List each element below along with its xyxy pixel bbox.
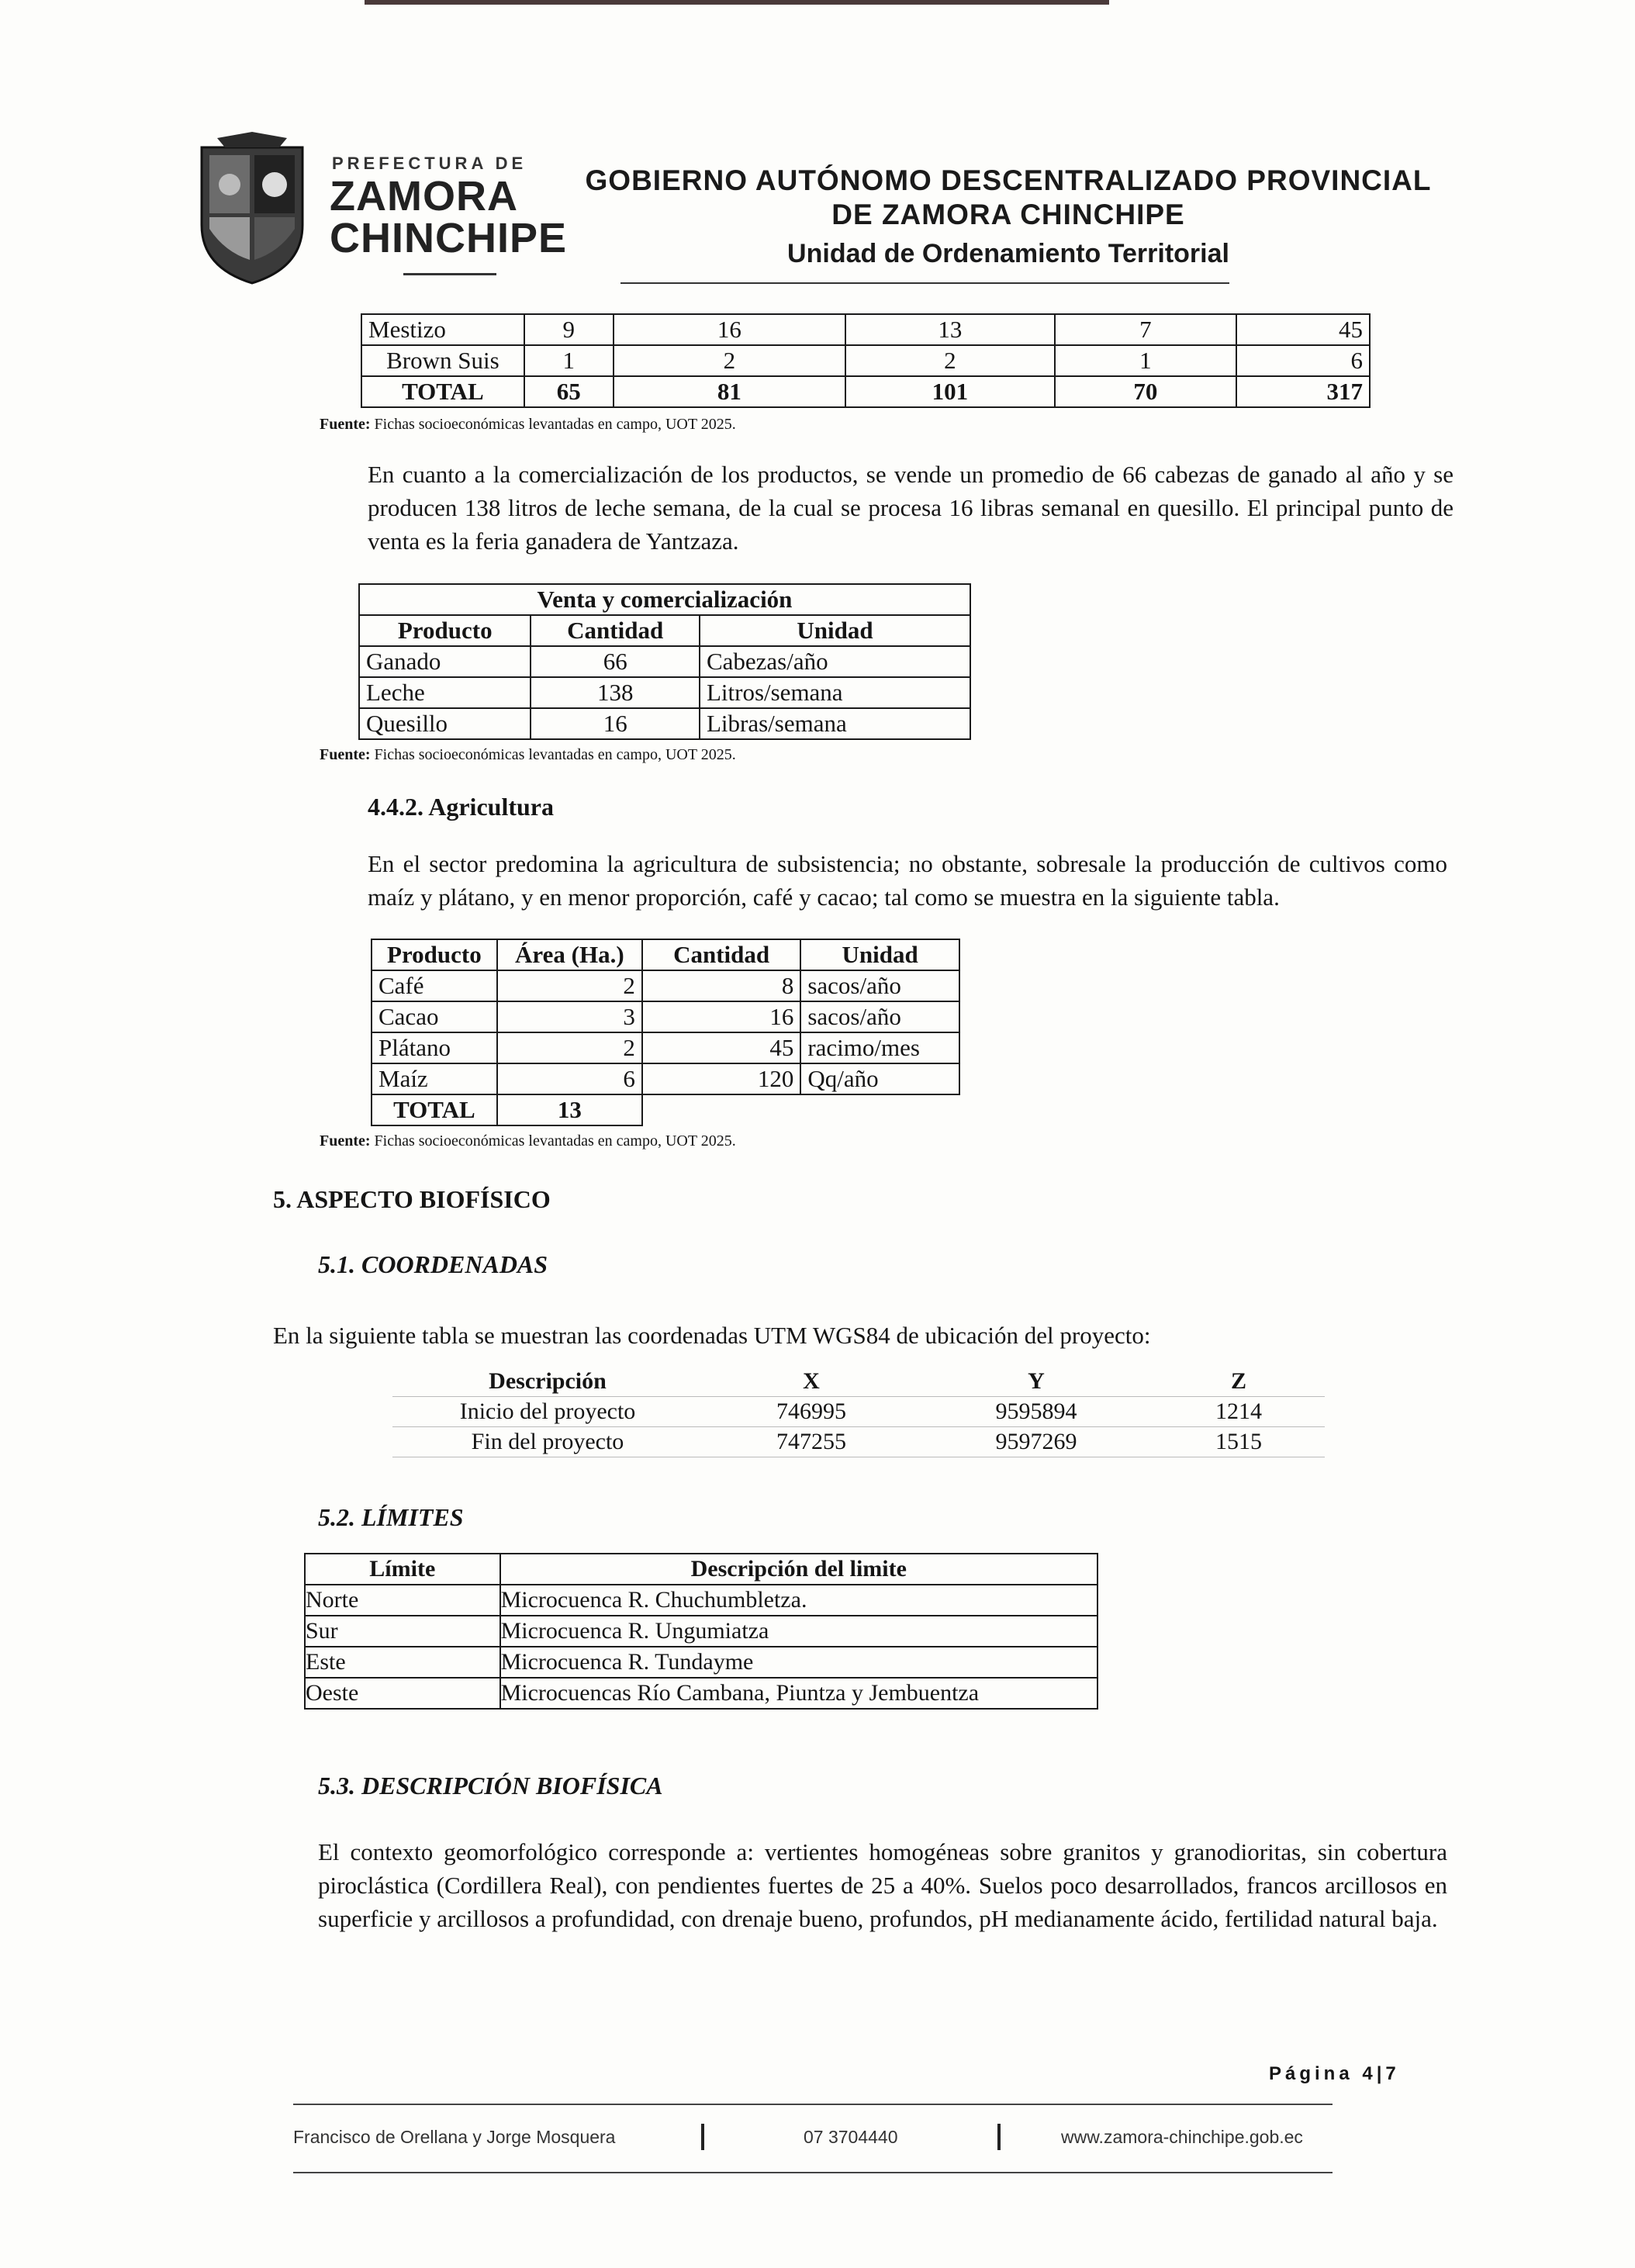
table-row: [392, 1427, 1325, 1457]
table-cell: TOTAL: [361, 376, 524, 407]
table-cell: Sur: [305, 1616, 500, 1647]
column-header: X: [803, 1368, 820, 1394]
table-row: [305, 1647, 1097, 1678]
table-cell: 16: [642, 1001, 800, 1032]
limits-table: [304, 1553, 1098, 1710]
table-cell: Café: [372, 970, 497, 1001]
paragraph-commerce: En cuanto a la comercialización de los productos, se vende un promedio de 66 cabezas de ganado al año y se producen 138 litros de leche semana, de la cual se procesa 16 libras semanal en quesillo. El principal punto de venta es la feria ganadera de Yantzaza.: [368, 461, 1454, 555]
table-cell: Ganado: [359, 646, 531, 677]
table-cell: Cabezas/año: [700, 646, 970, 677]
footer-website[interactable]: www.zamora-chinchipe.gob.ec: [1061, 2127, 1303, 2147]
table-cell: 16: [531, 708, 700, 739]
table-cell: 9595894: [995, 1398, 1077, 1424]
table-cell: 747255: [776, 1429, 846, 1454]
header-rule: [620, 282, 1229, 284]
footer-separator: [701, 2124, 704, 2150]
section-heading-agricultura: 4.4.2. Agricultura: [368, 793, 554, 821]
table-row: [372, 1001, 959, 1032]
column-header: Unidad: [700, 615, 970, 646]
table-cell: Leche: [359, 677, 531, 708]
column-header: Producto: [359, 615, 531, 646]
table-cell: 6: [1236, 345, 1370, 376]
gad-title-line2: DE ZAMORA CHINCHIPE: [831, 199, 1185, 230]
table-cell: Norte: [305, 1585, 500, 1616]
prefectura-label: PREFECTURA DE: [332, 154, 527, 173]
source-note: Fuente: Fichas socioeconómicas levantadas en campo, UOT 2025.: [320, 1132, 736, 1150]
section-heading-5-1: 5.1. COORDENADAS: [318, 1250, 548, 1278]
table-cell: 1214: [1215, 1398, 1262, 1424]
table-cell: 1: [524, 345, 614, 376]
table-cell: 13: [497, 1094, 642, 1125]
table-cell: Maíz: [372, 1063, 497, 1094]
table-cell: Quesillo: [359, 708, 531, 739]
unit-title: Unidad de Ordenamiento Territorial: [787, 239, 1229, 268]
table-cell: 66: [531, 646, 700, 677]
section-heading-5: 5. ASPECTO BIOFÍSICO: [273, 1185, 551, 1213]
table-row: [305, 1585, 1097, 1616]
table-cell: Microcuenca R. Ungumiatza: [500, 1616, 1097, 1647]
table-cell: Microcuenca R. Tundayme: [500, 1647, 1097, 1678]
table-cell: 45: [642, 1032, 800, 1063]
empty-cell: [800, 1094, 959, 1125]
table-row: [372, 1032, 959, 1063]
table-cell: sacos/año: [800, 970, 959, 1001]
table-cell: sacos/año: [800, 1001, 959, 1032]
table-row: [372, 1063, 959, 1094]
column-header: Cantidad: [642, 939, 800, 970]
table-cell: 1515: [1215, 1429, 1262, 1454]
table-row: [372, 970, 959, 1001]
table-row: [359, 646, 970, 677]
table-row-total: [361, 376, 1370, 407]
table-cell: 2: [845, 345, 1055, 376]
table-cell: 138: [531, 677, 700, 708]
table-row: [392, 1397, 1325, 1427]
paragraph-coordinates: En la siguiente tabla se muestran las coordenadas UTM WGS84 de ubicación del proyecto:: [273, 1322, 1151, 1349]
footer-rule-bottom: [293, 2172, 1333, 2173]
table-row: [305, 1616, 1097, 1647]
table-row-total: [372, 1094, 959, 1125]
footer-rule-top: [293, 2104, 1333, 2105]
table-row: [359, 708, 970, 739]
table-cell: 65: [524, 376, 614, 407]
footer-separator: [997, 2124, 1001, 2150]
table-cell: 70: [1055, 376, 1237, 407]
table-cell: 2: [614, 345, 845, 376]
table-cell: Cacao: [372, 1001, 497, 1032]
table-cell: Mestizo: [361, 314, 524, 345]
column-header: Área (Ha.): [497, 939, 642, 970]
table-cell: 6: [497, 1063, 642, 1094]
table-cell: 8: [642, 970, 800, 1001]
sales-table: [358, 583, 971, 740]
table-cell: 9: [524, 314, 614, 345]
table-cell: 2: [497, 1032, 642, 1063]
table-cell: 101: [845, 376, 1055, 407]
gad-title-line1: GOBIERNO AUTÓNOMO DESCENTRALIZADO PROVINCIAL: [585, 164, 1432, 196]
brand-underline: [403, 273, 496, 275]
page-number: Página 4|7: [1269, 2063, 1400, 2084]
table-cell: 7: [1055, 314, 1237, 345]
table-cell: Litros/semana: [700, 677, 970, 708]
source-note: Fuente: Fichas socioeconómicas levantadas en campo, UOT 2025.: [320, 746, 736, 763]
table-cell: 746995: [776, 1398, 846, 1424]
table-cell: Oeste: [305, 1678, 500, 1709]
column-header: Z: [1230, 1368, 1246, 1394]
table-cell: Inicio del proyecto: [459, 1398, 636, 1424]
table-row: [361, 345, 1370, 376]
table-row: [361, 314, 1370, 345]
column-header: Límite: [305, 1554, 500, 1585]
table-cell: 120: [642, 1063, 800, 1094]
table-cell: TOTAL: [372, 1094, 497, 1125]
table-cell: Brown Suis: [361, 345, 524, 376]
provincial-shield-logo: [194, 132, 310, 287]
brand-zamora: ZAMORA: [330, 173, 518, 220]
column-header: Cantidad: [531, 615, 700, 646]
column-header: Descripción: [489, 1368, 607, 1394]
paragraph-agricultura: En el sector predomina la agricultura de subsistencia; no obstante, sobresale la producción de cultivos como maíz y plátano, y en menor proporción, café y cacao; tal como se muestra en la siguiente tabla.: [368, 850, 1447, 911]
paragraph-biophysical: El contexto geomorfológico corresponde a: vertientes homogéneas sobre granitos y granodioritas, sin cobertura piroclástica (Cordillera Real), con pendientes fuertes de 25 a 40%. Suelos poco desarrollados, francos arcillosos en superficie y arcillosos a profundidad, con drenaje bueno, profundos, pH medianamente ácido, fertilidad natural baja.: [318, 1838, 1447, 1932]
table-cell: Este: [305, 1647, 500, 1678]
cattle-table: [361, 313, 1371, 408]
source-note: Fuente: Fichas socioeconómicas levantadas en campo, UOT 2025.: [320, 416, 736, 433]
agriculture-table: [371, 939, 960, 1126]
table-cell: Microcuenca R. Chuchumbletza.: [500, 1585, 1097, 1616]
table-cell: 1: [1055, 345, 1237, 376]
table-cell: Plátano: [372, 1032, 497, 1063]
table-row: [305, 1678, 1097, 1709]
section-heading-5-3: 5.3. DESCRIPCIÓN BIOFÍSICA: [318, 1772, 663, 1800]
table-cell: 81: [614, 376, 845, 407]
sales-table-title: Venta y comercialización: [359, 584, 970, 615]
column-header: Unidad: [800, 939, 959, 970]
table-cell: 3: [497, 1001, 642, 1032]
column-header: Descripción del limite: [500, 1554, 1097, 1585]
column-header: Producto: [372, 939, 497, 970]
table-cell: Microcuencas Río Cambana, Piuntza y Jembuentza: [500, 1678, 1097, 1709]
section-heading-5-2: 5.2. LÍMITES: [318, 1503, 464, 1531]
coordinates-table: [392, 1367, 1325, 1457]
table-cell: 13: [845, 314, 1055, 345]
footer-phone: 07 3704440: [804, 2127, 898, 2147]
footer-address: Francisco de Orellana y Jorge Mosquera: [293, 2127, 616, 2147]
table-cell: Libras/semana: [700, 708, 970, 739]
table-cell: 9597269: [995, 1429, 1077, 1454]
column-header: Y: [1028, 1368, 1045, 1394]
table-cell: Fin del proyecto: [471, 1429, 624, 1454]
brand-chinchipe: CHINCHIPE: [330, 215, 568, 261]
empty-cell: [642, 1094, 800, 1125]
scan-top-edge: [365, 0, 1109, 5]
table-cell: 45: [1236, 314, 1370, 345]
table-cell: Qq/año: [800, 1063, 959, 1094]
table-cell: 317: [1236, 376, 1370, 407]
table-row: [359, 677, 970, 708]
table-cell: 2: [497, 970, 642, 1001]
table-cell: racimo/mes: [800, 1032, 959, 1063]
table-cell: 16: [614, 314, 845, 345]
